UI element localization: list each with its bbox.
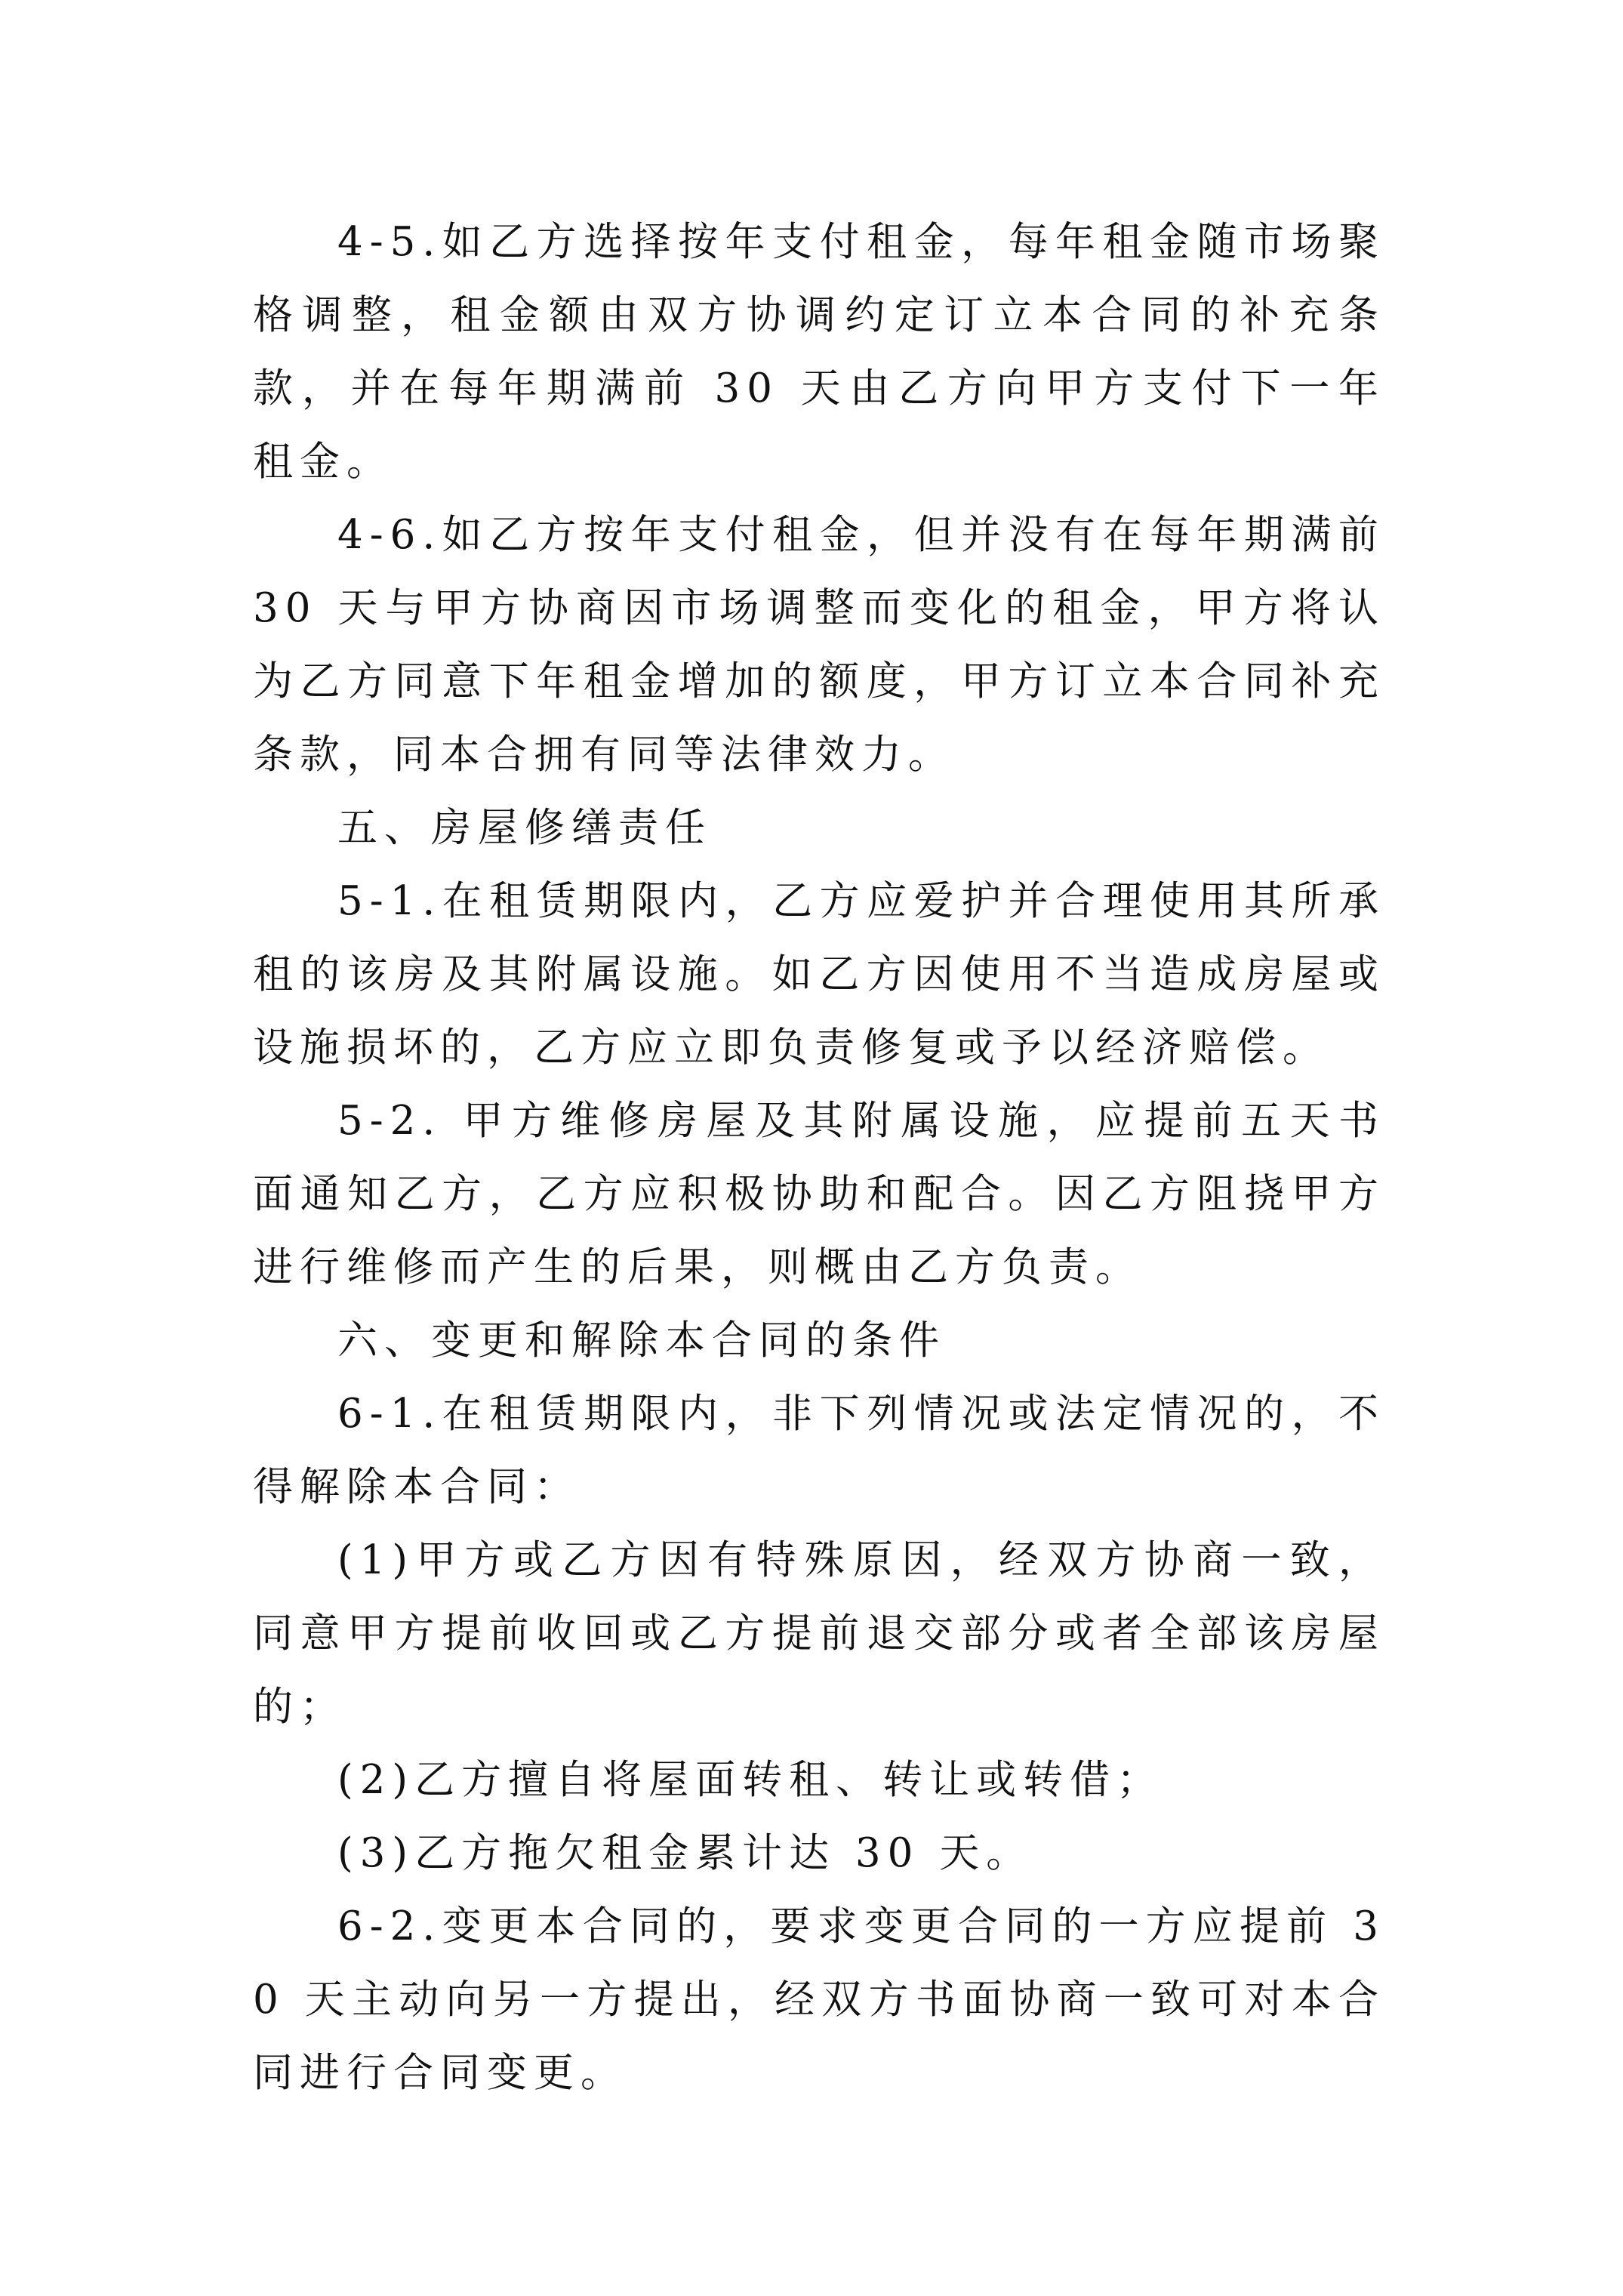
clause-4-6: 4-6.如乙方按年支付租金，但并没有在每年期满前 30 天与甲方协商因市场调整而变化的租金，甲方将认为乙方同意下年租金增加的额度，甲方订立本合同补充条款，同本合拥有同等法律效力。 xyxy=(253,512,1385,778)
clause-6-1: 6-1.在租赁期限内，非下列情况或法定情况的，不得解除本合同： xyxy=(253,1391,1385,1510)
condition-item-2: (2)乙方擅自将屋面转租、转让或转借； xyxy=(337,1757,1164,1803)
document-body xyxy=(253,205,1385,2110)
clause-4-5: 4-5.如乙方选择按年支付租金，每年租金随市场聚格调整，租金额由双方协调约定订立本合同的补充条款，并在每年期满前 30 天由乙方向甲方支付下一年租金。 xyxy=(253,219,1385,485)
section-heading-termination: 六、变更和解除本合同的条件 xyxy=(337,1318,946,1364)
condition-item-3: (3)乙方拖欠租金累计达 30 天。 xyxy=(337,1830,1033,1876)
clause-5-1: 5-1.在租赁期限内，乙方应爱护并合理使用其所承租的该房及其附属设施。如乙方因使用不当造成房屋或设施损坏的，乙方应立即负责修复或予以经济赔偿。 xyxy=(253,878,1385,1071)
clause-5-2: 5-2. 甲方维修房屋及其附属设施，应提前五天书面通知乙方，乙方应积极协助和配合。因乙方阻挠甲方进行维修而产生的后果，则概由乙方负责。 xyxy=(253,1098,1385,1290)
condition-item-1: (1)甲方或乙方因有特殊原因，经双方协商一致，同意甲方提前收回或乙方提前退交部分或者全部该房屋的； xyxy=(253,1537,1385,1730)
clause-6-2: 6-2.变更本合同的，要求变更合同的一方应提前 30 天主动向另一方提出，经双方书面协商一致可对本合同进行合同变更。 xyxy=(253,1903,1385,2096)
section-heading-repair: 五、房屋修缮责任 xyxy=(337,805,712,851)
